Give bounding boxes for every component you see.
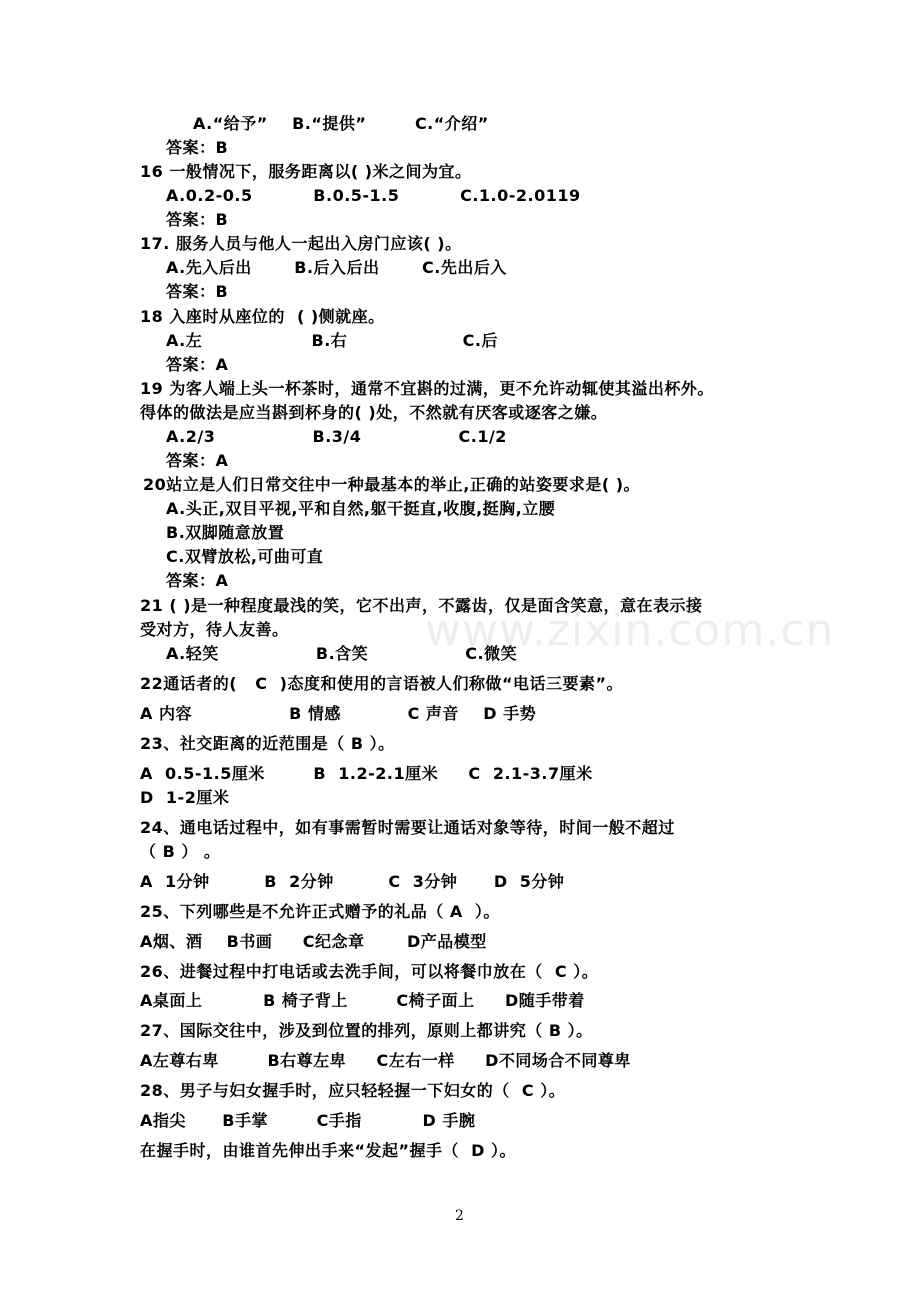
question-20-option-c: C.双臂放松,可曲可直	[166, 547, 324, 566]
question-19: 19 为客人端上头一杯茶时，通常不宜斟的过满，更不允许动辄使其溢出杯外。	[140, 379, 714, 398]
question-25-options: A烟、酒 B书画 C纪念章 D产品模型	[140, 932, 487, 951]
question-17-answer: 答案：B	[166, 282, 229, 301]
question-21-cont: 受对方，待人友善。	[140, 620, 289, 639]
question-21-options: A.轻笑 B.含笑 C.微笑	[166, 644, 518, 663]
question-16-options: A.0.2-0.5 B.0.5-1.5 C.1.0-2.0119	[166, 186, 581, 205]
question-23: 23、社交距离的近范围是（ B ）。	[140, 734, 395, 753]
question-16-answer: 答案：B	[166, 210, 229, 229]
question-19-options: A.2/3 B.3/4 C.1/2	[166, 427, 507, 446]
question-28: 28、男子与妇女握手时，应只轻轻握一下妇女的（ C ）。	[140, 1081, 566, 1100]
question-24-options: A 1分钟 B 2分钟 C 3分钟 D 5分钟	[140, 872, 565, 891]
question-24-answer: （ B ） 。	[140, 842, 221, 861]
question-24: 24、通电话过程中，如有事需暂时需要让通话对象等待，时间一般不超过	[140, 818, 675, 837]
question-19-answer: 答案：A	[166, 451, 229, 470]
question-20-option-b: B.双脚随意放置	[166, 523, 285, 542]
question-20-option-a: A.头正,双目平视,平和自然,躯干挺直,收腹,挺胸,立腰	[166, 499, 556, 518]
question-23-option-d: D 1-2厘米	[140, 788, 230, 807]
question-16: 16 一般情况下，服务距离以( )米之间为宜。	[140, 162, 472, 181]
question-17: 17. 服务人员与他人一起出入房门应该( )。	[140, 234, 462, 253]
watermark: www.zixin.com.cn	[425, 605, 835, 656]
question-23-options: A 0.5-1.5厘米 B 1.2-2.1厘米 C 2.1-3.7厘米	[140, 764, 593, 783]
question-20: 20站立是人们日常交往中一种最基本的举止,正确的站姿要求是( )。	[143, 475, 641, 494]
question-15-answer: 答案：B	[166, 138, 229, 157]
question-26: 26、进餐过程中打电话或去洗手间，可以将餐巾放在（ C ）。	[140, 962, 599, 981]
question-22-options: A 内容 B 情感 C 声音 D 手势	[140, 704, 537, 723]
question-19-cont: 得体的做法是应当斟到杯身的( )处，不然就有厌客或逐客之嫌。	[140, 403, 608, 422]
question-21: 21 ( )是一种程度最浅的笑，它不出声，不露齿，仅是面含笑意，意在表示接	[140, 596, 703, 615]
page-number: 2	[455, 1208, 464, 1224]
question-22: 22通话者的( C )态度和使用的言语被人们称做“电话三要素”。	[140, 674, 624, 693]
question-25: 25、下列哪些是不允许正式赠予的礼品（ A ）。	[140, 902, 500, 921]
question-18-answer: 答案：A	[166, 355, 229, 374]
question-27: 27、国际交往中，涉及到位置的排列，原则上都讲究（ B ）。	[140, 1021, 593, 1040]
question-26-options: A桌面上 B 椅子背上 C椅子面上 D随手带着	[140, 991, 585, 1010]
question-17-options: A.先入后出 B.后入后出 C.先出后入	[166, 258, 507, 277]
question-20-answer: 答案：A	[166, 571, 229, 590]
question-15-options: A.“给予” B.“提供” C.“介绍”	[193, 114, 489, 133]
question-29: 在握手时，由谁首先伸出手来“发起”握手（ D ）。	[140, 1141, 517, 1160]
question-18-options: A.左 B.右 C.后	[166, 331, 498, 350]
question-18: 18 入座时从座位的 ( )侧就座。	[140, 307, 385, 326]
question-27-options: A左尊右卑 B右尊左卑 C左右一样 D不同场合不同尊卑	[140, 1051, 631, 1070]
question-28-options: A指尖 B手掌 C手指 D 手腕	[140, 1111, 476, 1130]
